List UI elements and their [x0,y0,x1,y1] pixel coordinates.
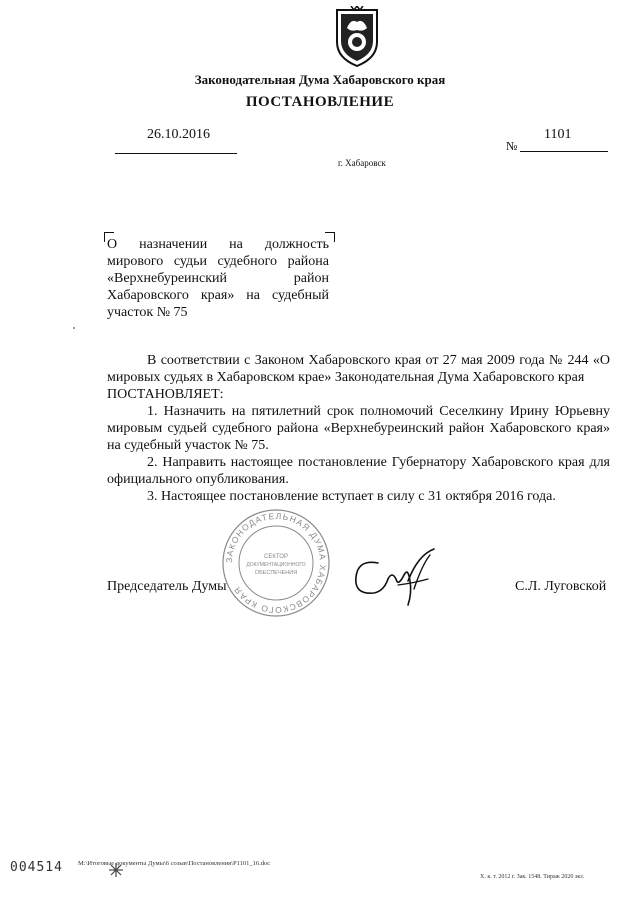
city: г. Хабаровск [338,158,386,168]
resolution-item-3: 3. Настоящее постановление вступает в силу с 31 октября 2016 года. [147,489,556,504]
subject-block [107,236,329,321]
footer-doc-number: 004514 [10,860,63,875]
document-body [107,352,610,505]
subject-line: О назначении на должность [107,237,329,252]
subject-line: участок № 75 [107,305,188,320]
document-number: 1101 [544,127,572,142]
resolution-item-2: 2. Направить настоящее постановление Губернатору Хабаровского края для официального опубликования. [107,455,610,487]
signatory-name: С.Л. Луговской [515,579,607,594]
document-type: ПОСТАНОВЛЕНИЕ [245,94,395,110]
resolution-item-1: 1. Назначить на пятилетний срок полномочий Сеселкину Ирину Юрьевну мировым судьей судебного района «Верхнебуреинский район Хабаровского края» на судебный участок № 75. [107,404,610,453]
organization-name: Законодательная Дума Хабаровского края [194,72,446,87]
svg-text:ОБЕСПЕЧЕНИЯ: ОБЕСПЕЧЕНИЯ [254,570,298,576]
resolves-heading: ПОСТАНОВЛЯЕТ: [107,387,224,402]
date-underline [115,153,237,154]
subject-line: «Верхнебуреинский район [107,271,329,286]
coat-of-arms-icon [333,6,381,68]
svg-text:ЗАКОНОДАТЕЛЬНАЯ ДУМА ХАБАРОВСК: ЗАКОНОДАТЕЛЬНАЯ ДУМА ХАБАРОВСКОГО КРАЯ [223,510,329,616]
footer-file-path: M:\Итоговые документы Думы\6 созыв\Постановления\P1101_16.doc [78,860,271,867]
svg-text:СЕКТОР: СЕКТОР [264,554,288,560]
preamble: В соответствии с Законом Хабаровского края от 27 мая 2009 года № 244 «О мировых судьях в Хабаровском крае» Законодательная Дума Хабаровского края [107,353,610,385]
margin-dot [73,327,75,329]
document-date: 26.10.2016 [147,127,210,142]
footer-print-info: Х. к. т. 2012 г. Зак. 1548. Тираж 2020 экз. [480,874,585,880]
number-underline [520,151,608,152]
handwritten-signature [348,545,443,615]
svg-text:ДОКУМЕНТАЦИОННОГО: ДОКУМЕНТАЦИОННОГО [246,562,306,568]
signatory-title: Председатель Думы [107,579,227,594]
subject-line: мирового судьи судебного района [107,254,329,269]
subject-line: Хабаровского края» на судебный [107,288,329,303]
number-sign: № [506,139,518,153]
official-stamp [221,508,331,618]
